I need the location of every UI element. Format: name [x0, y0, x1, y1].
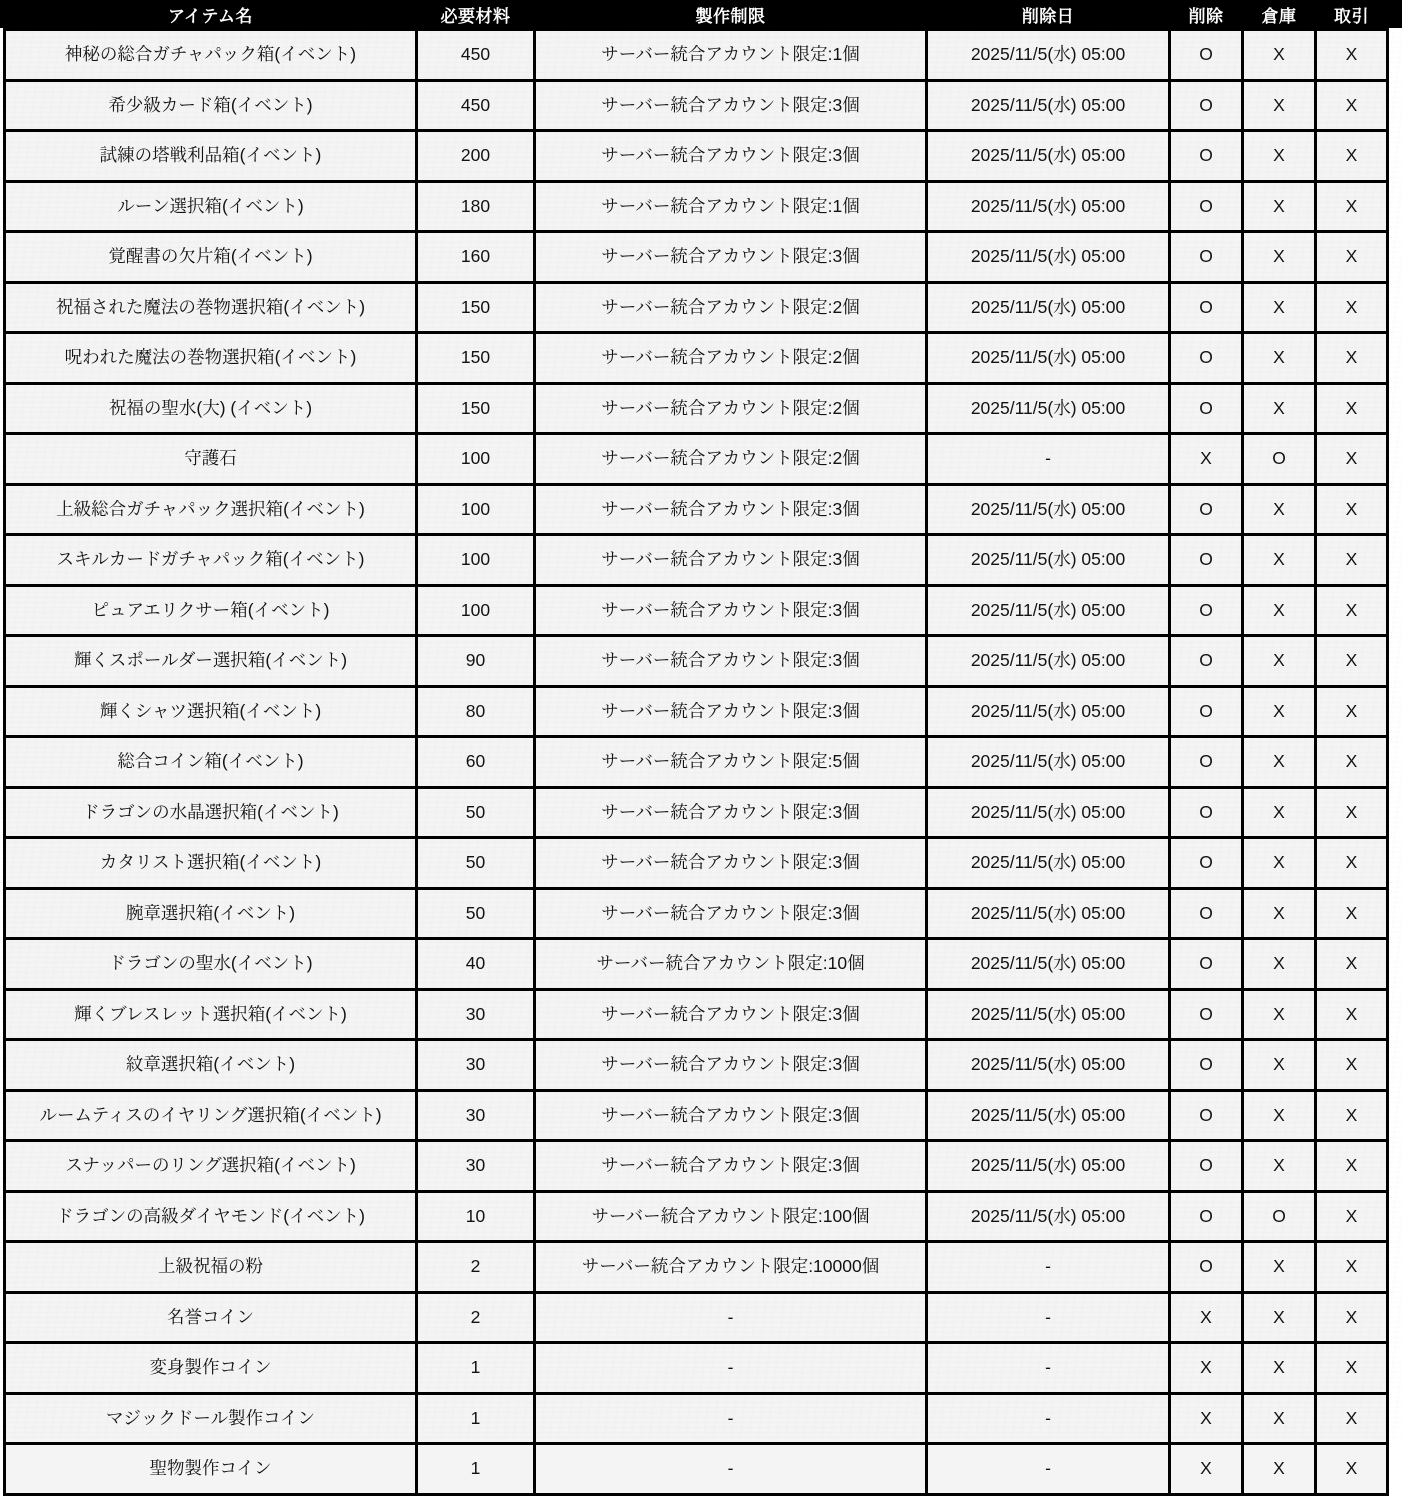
table-row[interactable]	[5, 939, 1388, 990]
cell-trade-flag: X	[1316, 484, 1388, 535]
cell-required-material: 450	[417, 80, 535, 131]
cell-deletion-date: 2025/11/5(水) 05:00	[927, 232, 1170, 283]
cell-warehouse-flag: X	[1243, 1444, 1316, 1495]
table-row[interactable]	[5, 80, 1388, 131]
cell-required-material: 30	[417, 989, 535, 1040]
cell-warehouse-flag: O	[1243, 434, 1316, 485]
cell-required-material: 2	[417, 1292, 535, 1343]
cell-deletion-date: 2025/11/5(水) 05:00	[927, 30, 1170, 81]
cell-required-material: 90	[417, 636, 535, 687]
cell-craft-limit: サーバー統合アカウント限定:3個	[535, 787, 927, 838]
cell-item-name: 覚醒書の欠片箱(イベント)	[5, 232, 417, 283]
cell-craft-limit: サーバー統合アカウント限定:3個	[535, 686, 927, 737]
cell-craft-limit: サーバー統合アカウント限定:3個	[535, 1090, 927, 1141]
cell-deletion-date: 2025/11/5(水) 05:00	[927, 484, 1170, 535]
header-row	[5, 0, 1388, 30]
cell-item-name: ドラゴンの聖水(イベント)	[5, 939, 417, 990]
cell-item-name: 聖物製作コイン	[5, 1444, 417, 1495]
cell-warehouse-flag: X	[1243, 787, 1316, 838]
cell-delete-flag: O	[1170, 888, 1243, 939]
cell-delete-flag: O	[1170, 1191, 1243, 1242]
table-row[interactable]	[5, 1040, 1388, 1091]
cell-required-material: 1	[417, 1343, 535, 1394]
cell-warehouse-flag: X	[1243, 1242, 1316, 1293]
cell-craft-limit: サーバー統合アカウント限定:2個	[535, 282, 927, 333]
column-header-delete[interactable]: 削除	[1170, 0, 1243, 30]
cell-trade-flag: X	[1316, 686, 1388, 737]
cell-item-name: ルームティスのイヤリング選択箱(イベント)	[5, 1090, 417, 1141]
cell-warehouse-flag: X	[1243, 1343, 1316, 1394]
cell-craft-limit: サーバー統合アカウント限定:3個	[535, 80, 927, 131]
cell-delete-flag: O	[1170, 1090, 1243, 1141]
cell-craft-limit: サーバー統合アカウント限定:3個	[535, 888, 927, 939]
cell-item-name: カタリスト選択箱(イベント)	[5, 838, 417, 889]
cell-trade-flag: X	[1316, 585, 1388, 636]
cell-item-name: 輝くブレスレット選択箱(イベント)	[5, 989, 417, 1040]
column-header-item-name[interactable]: アイテム名	[5, 0, 417, 30]
cell-warehouse-flag: X	[1243, 1393, 1316, 1444]
cell-delete-flag: X	[1170, 1292, 1243, 1343]
table-row[interactable]	[5, 737, 1388, 788]
cell-deletion-date: 2025/11/5(水) 05:00	[927, 636, 1170, 687]
cell-warehouse-flag: X	[1243, 636, 1316, 687]
cell-trade-flag: X	[1316, 939, 1388, 990]
cell-item-name: 変身製作コイン	[5, 1343, 417, 1394]
table-row[interactable]	[5, 131, 1388, 182]
cell-warehouse-flag: X	[1243, 989, 1316, 1040]
cell-required-material: 100	[417, 484, 535, 535]
cell-deletion-date: 2025/11/5(水) 05:00	[927, 888, 1170, 939]
cell-delete-flag: O	[1170, 484, 1243, 535]
cell-item-name: 上級祝福の粉	[5, 1242, 417, 1293]
cell-craft-limit: サーバー統合アカウント限定:3個	[535, 636, 927, 687]
table-row[interactable]	[5, 636, 1388, 687]
table-row[interactable]	[5, 787, 1388, 838]
column-header-trade[interactable]: 取引	[1316, 0, 1388, 30]
cell-required-material: 60	[417, 737, 535, 788]
cell-delete-flag: O	[1170, 282, 1243, 333]
cell-craft-limit: サーバー統合アカウント限定:3個	[535, 232, 927, 283]
table-row[interactable]	[5, 989, 1388, 1040]
cell-item-name: 守護石	[5, 434, 417, 485]
cell-trade-flag: X	[1316, 383, 1388, 434]
cell-deletion-date: 2025/11/5(水) 05:00	[927, 80, 1170, 131]
cell-craft-limit: サーバー統合アカウント限定:3個	[535, 1141, 927, 1192]
cell-deletion-date: -	[927, 1242, 1170, 1293]
cell-craft-limit: -	[535, 1292, 927, 1343]
cell-item-name: 呪われた魔法の巻物選択箱(イベント)	[5, 333, 417, 384]
cell-delete-flag: O	[1170, 535, 1243, 586]
cell-deletion-date: 2025/11/5(水) 05:00	[927, 383, 1170, 434]
cell-craft-limit: サーバー統合アカウント限定:2個	[535, 434, 927, 485]
cell-warehouse-flag: X	[1243, 1090, 1316, 1141]
cell-required-material: 180	[417, 181, 535, 232]
cell-item-name: 腕章選択箱(イベント)	[5, 888, 417, 939]
cell-item-name: ルーン選択箱(イベント)	[5, 181, 417, 232]
cell-delete-flag: O	[1170, 383, 1243, 434]
cell-trade-flag: X	[1316, 1191, 1388, 1242]
cell-item-name: 名誉コイン	[5, 1292, 417, 1343]
table-row[interactable]	[5, 232, 1388, 283]
cell-craft-limit: サーバー統合アカウント限定:10000個	[535, 1242, 927, 1293]
cell-deletion-date: 2025/11/5(水) 05:00	[927, 1141, 1170, 1192]
cell-warehouse-flag: X	[1243, 282, 1316, 333]
cell-trade-flag: X	[1316, 1393, 1388, 1444]
cell-delete-flag: X	[1170, 1393, 1243, 1444]
cell-delete-flag: O	[1170, 1242, 1243, 1293]
cell-required-material: 30	[417, 1141, 535, 1192]
cell-item-name: 試練の塔戦利品箱(イベント)	[5, 131, 417, 182]
cell-deletion-date: -	[927, 1444, 1170, 1495]
cell-warehouse-flag: X	[1243, 181, 1316, 232]
cell-trade-flag: X	[1316, 888, 1388, 939]
cell-trade-flag: X	[1316, 434, 1388, 485]
cell-delete-flag: X	[1170, 1343, 1243, 1394]
cell-trade-flag: X	[1316, 80, 1388, 131]
cell-trade-flag: X	[1316, 1444, 1388, 1495]
column-header-warehouse[interactable]: 倉庫	[1243, 0, 1316, 30]
cell-delete-flag: O	[1170, 131, 1243, 182]
cell-deletion-date: -	[927, 434, 1170, 485]
cell-deletion-date: -	[927, 1292, 1170, 1343]
cell-item-name: 祝福の聖水(大) (イベント)	[5, 383, 417, 434]
cell-delete-flag: O	[1170, 1141, 1243, 1192]
table-body	[5, 30, 1388, 1495]
cell-deletion-date: 2025/11/5(水) 05:00	[927, 1090, 1170, 1141]
cell-trade-flag: X	[1316, 535, 1388, 586]
cell-deletion-date: -	[927, 1343, 1170, 1394]
cell-warehouse-flag: X	[1243, 585, 1316, 636]
cell-item-name: スキルカードガチャパック箱(イベント)	[5, 535, 417, 586]
cell-craft-limit: サーバー統合アカウント限定:3個	[535, 585, 927, 636]
cell-deletion-date: 2025/11/5(水) 05:00	[927, 939, 1170, 990]
cell-required-material: 150	[417, 333, 535, 384]
cell-craft-limit: サーバー統合アカウント限定:100個	[535, 1191, 927, 1242]
cell-delete-flag: O	[1170, 181, 1243, 232]
table-row[interactable]	[5, 1141, 1388, 1192]
cell-craft-limit: -	[535, 1343, 927, 1394]
table-row[interactable]	[5, 1343, 1388, 1394]
cell-deletion-date: 2025/11/5(水) 05:00	[927, 1191, 1170, 1242]
cell-trade-flag: X	[1316, 1292, 1388, 1343]
cell-deletion-date: 2025/11/5(水) 05:00	[927, 585, 1170, 636]
cell-required-material: 100	[417, 585, 535, 636]
cell-trade-flag: X	[1316, 131, 1388, 182]
cell-required-material: 30	[417, 1090, 535, 1141]
cell-craft-limit: サーバー統合アカウント限定:10個	[535, 939, 927, 990]
cell-delete-flag: O	[1170, 686, 1243, 737]
cell-delete-flag: O	[1170, 232, 1243, 283]
cell-warehouse-flag: X	[1243, 1141, 1316, 1192]
cell-warehouse-flag: X	[1243, 535, 1316, 586]
cell-warehouse-flag: X	[1243, 30, 1316, 81]
cell-required-material: 50	[417, 787, 535, 838]
cell-required-material: 50	[417, 838, 535, 889]
cell-warehouse-flag: X	[1243, 131, 1316, 182]
cell-craft-limit: サーバー統合アカウント限定:1個	[535, 30, 927, 81]
item-craft-table	[3, 0, 1389, 1496]
table-row[interactable]	[5, 333, 1388, 384]
table-row[interactable]	[5, 585, 1388, 636]
cell-item-name: 祝福された魔法の巻物選択箱(イベント)	[5, 282, 417, 333]
table-row[interactable]	[5, 282, 1388, 333]
cell-deletion-date: 2025/11/5(水) 05:00	[927, 838, 1170, 889]
table-row[interactable]	[5, 1191, 1388, 1242]
cell-trade-flag: X	[1316, 333, 1388, 384]
table-header	[5, 0, 1388, 30]
cell-delete-flag: X	[1170, 434, 1243, 485]
cell-trade-flag: X	[1316, 282, 1388, 333]
cell-item-name: マジックドール製作コイン	[5, 1393, 417, 1444]
cell-craft-limit: サーバー統合アカウント限定:3個	[535, 131, 927, 182]
cell-craft-limit: サーバー統合アカウント限定:3個	[535, 535, 927, 586]
cell-item-name: 総合コイン箱(イベント)	[5, 737, 417, 788]
cell-delete-flag: O	[1170, 636, 1243, 687]
cell-warehouse-flag: X	[1243, 1292, 1316, 1343]
cell-required-material: 100	[417, 535, 535, 586]
cell-warehouse-flag: X	[1243, 686, 1316, 737]
table-row[interactable]	[5, 1393, 1388, 1444]
cell-warehouse-flag: X	[1243, 1040, 1316, 1091]
table-row[interactable]	[5, 30, 1388, 81]
cell-required-material: 1	[417, 1444, 535, 1495]
cell-deletion-date: 2025/11/5(水) 05:00	[927, 787, 1170, 838]
cell-trade-flag: X	[1316, 181, 1388, 232]
cell-craft-limit: サーバー統合アカウント限定:3個	[535, 1040, 927, 1091]
cell-deletion-date: 2025/11/5(水) 05:00	[927, 1040, 1170, 1091]
cell-item-name: ピュアエリクサー箱(イベント)	[5, 585, 417, 636]
table-row[interactable]	[5, 1090, 1388, 1141]
cell-required-material: 100	[417, 434, 535, 485]
cell-trade-flag: X	[1316, 1141, 1388, 1192]
column-header-required-material[interactable]: 必要材料	[417, 0, 535, 30]
cell-item-name: 希少級カード箱(イベント)	[5, 80, 417, 131]
cell-warehouse-flag: X	[1243, 484, 1316, 535]
table-row[interactable]	[5, 1242, 1388, 1293]
cell-deletion-date: 2025/11/5(水) 05:00	[927, 333, 1170, 384]
table-row[interactable]	[5, 383, 1388, 434]
cell-item-name: スナッパーのリング選択箱(イベント)	[5, 1141, 417, 1192]
cell-required-material: 150	[417, 383, 535, 434]
cell-item-name: 神秘の総合ガチャパック箱(イベント)	[5, 30, 417, 81]
cell-required-material: 160	[417, 232, 535, 283]
table-row[interactable]	[5, 686, 1388, 737]
cell-craft-limit: -	[535, 1444, 927, 1495]
cell-required-material: 40	[417, 939, 535, 990]
cell-trade-flag: X	[1316, 1040, 1388, 1091]
cell-trade-flag: X	[1316, 1090, 1388, 1141]
cell-craft-limit: サーバー統合アカウント限定:2個	[535, 383, 927, 434]
column-header-craft-limit[interactable]: 製作制限	[535, 0, 927, 30]
cell-warehouse-flag: X	[1243, 232, 1316, 283]
cell-warehouse-flag: X	[1243, 838, 1316, 889]
cell-trade-flag: X	[1316, 838, 1388, 889]
cell-trade-flag: X	[1316, 30, 1388, 81]
cell-warehouse-flag: X	[1243, 939, 1316, 990]
cell-item-name: 輝くスポールダー選択箱(イベント)	[5, 636, 417, 687]
cell-required-material: 450	[417, 30, 535, 81]
cell-warehouse-flag: X	[1243, 383, 1316, 434]
cell-trade-flag: X	[1316, 737, 1388, 788]
cell-trade-flag: X	[1316, 989, 1388, 1040]
table-row[interactable]	[5, 535, 1388, 586]
cell-required-material: 10	[417, 1191, 535, 1242]
cell-required-material: 30	[417, 1040, 535, 1091]
column-header-deletion-date[interactable]: 削除日	[927, 0, 1170, 30]
cell-trade-flag: X	[1316, 636, 1388, 687]
table-row[interactable]	[5, 1444, 1388, 1495]
cell-item-name: 紋章選択箱(イベント)	[5, 1040, 417, 1091]
cell-required-material: 150	[417, 282, 535, 333]
table-row[interactable]	[5, 434, 1388, 485]
table-row[interactable]	[5, 1292, 1388, 1343]
cell-warehouse-flag: X	[1243, 737, 1316, 788]
cell-craft-limit: -	[535, 1393, 927, 1444]
cell-delete-flag: O	[1170, 333, 1243, 384]
cell-deletion-date: 2025/11/5(水) 05:00	[927, 535, 1170, 586]
cell-craft-limit: サーバー統合アカウント限定:3個	[535, 989, 927, 1040]
cell-item-name: ドラゴンの水晶選択箱(イベント)	[5, 787, 417, 838]
cell-craft-limit: サーバー統合アカウント限定:1個	[535, 181, 927, 232]
cell-delete-flag: O	[1170, 939, 1243, 990]
cell-warehouse-flag: X	[1243, 333, 1316, 384]
cell-delete-flag: O	[1170, 80, 1243, 131]
table-row[interactable]	[5, 181, 1388, 232]
cell-delete-flag: O	[1170, 989, 1243, 1040]
cell-delete-flag: X	[1170, 1444, 1243, 1495]
cell-deletion-date: -	[927, 1393, 1170, 1444]
cell-deletion-date: 2025/11/5(水) 05:00	[927, 131, 1170, 182]
cell-craft-limit: サーバー統合アカウント限定:2個	[535, 333, 927, 384]
cell-required-material: 80	[417, 686, 535, 737]
cell-trade-flag: X	[1316, 1242, 1388, 1293]
table-row[interactable]	[5, 838, 1388, 889]
cell-delete-flag: O	[1170, 30, 1243, 81]
cell-item-name: 上級総合ガチャパック選択箱(イベント)	[5, 484, 417, 535]
cell-required-material: 50	[417, 888, 535, 939]
cell-delete-flag: O	[1170, 838, 1243, 889]
cell-deletion-date: 2025/11/5(水) 05:00	[927, 737, 1170, 788]
cell-deletion-date: 2025/11/5(水) 05:00	[927, 989, 1170, 1040]
cell-craft-limit: サーバー統合アカウント限定:3個	[535, 484, 927, 535]
cell-warehouse-flag: X	[1243, 80, 1316, 131]
cell-warehouse-flag: X	[1243, 888, 1316, 939]
cell-trade-flag: X	[1316, 232, 1388, 283]
table-row[interactable]	[5, 888, 1388, 939]
cell-deletion-date: 2025/11/5(水) 05:00	[927, 686, 1170, 737]
cell-deletion-date: 2025/11/5(水) 05:00	[927, 282, 1170, 333]
cell-delete-flag: O	[1170, 1040, 1243, 1091]
table-row[interactable]	[5, 484, 1388, 535]
cell-delete-flag: O	[1170, 787, 1243, 838]
cell-trade-flag: X	[1316, 787, 1388, 838]
cell-craft-limit: サーバー統合アカウント限定:5個	[535, 737, 927, 788]
cell-required-material: 2	[417, 1242, 535, 1293]
cell-craft-limit: サーバー統合アカウント限定:3個	[535, 838, 927, 889]
cell-required-material: 200	[417, 131, 535, 182]
cell-deletion-date: 2025/11/5(水) 05:00	[927, 181, 1170, 232]
cell-delete-flag: O	[1170, 585, 1243, 636]
cell-warehouse-flag: O	[1243, 1191, 1316, 1242]
cell-delete-flag: O	[1170, 737, 1243, 788]
cell-item-name: ドラゴンの高級ダイヤモンド(イベント)	[5, 1191, 417, 1242]
cell-required-material: 1	[417, 1393, 535, 1444]
cell-item-name: 輝くシャツ選択箱(イベント)	[5, 686, 417, 737]
cell-trade-flag: X	[1316, 1343, 1388, 1394]
